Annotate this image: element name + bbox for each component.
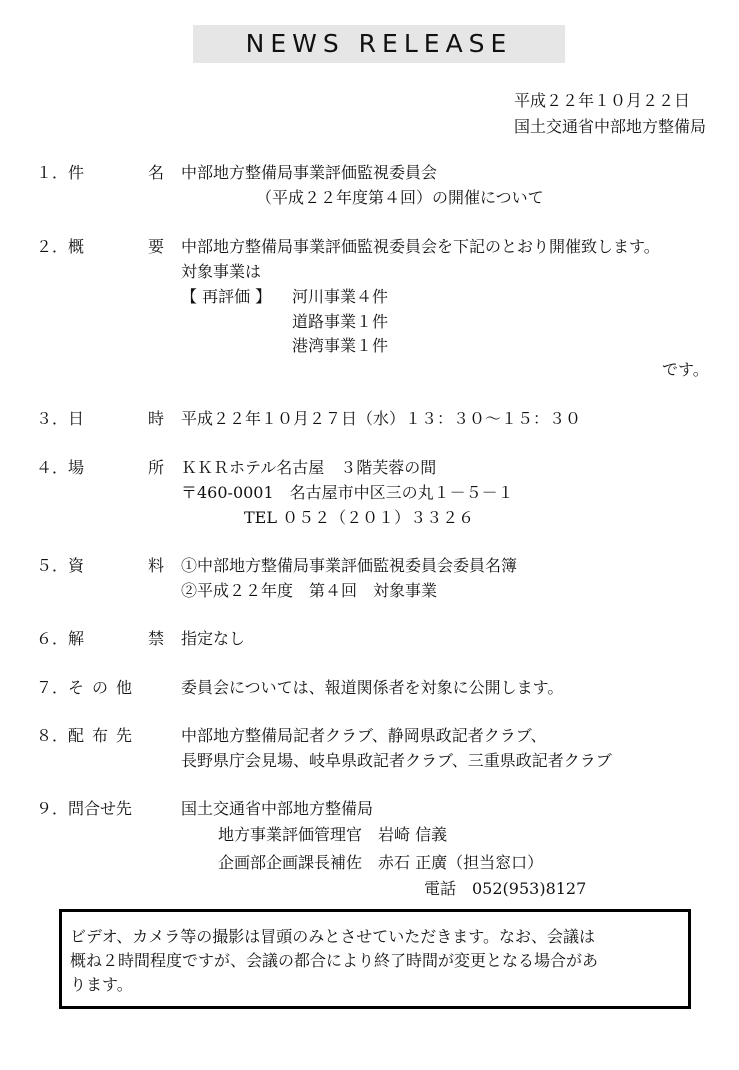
item-text: （平成２２年度第４回）の開催について bbox=[256, 188, 544, 207]
item-text: 指定なし bbox=[181, 629, 246, 648]
item-text: 委員会については、報道関係者を対象に公開します。 bbox=[181, 678, 564, 697]
item-label: 概 要 bbox=[68, 237, 189, 256]
notice-text: ります。 bbox=[70, 975, 133, 994]
item-text: 中部地方整備局記者クラブ、静岡県政記者クラブ、 bbox=[181, 726, 547, 745]
project-river: 河川事業４件 bbox=[292, 287, 389, 306]
item-label: 日 時 bbox=[68, 409, 189, 428]
item-number: ３． bbox=[36, 409, 69, 428]
contact-organization: 国土交通省中部地方整備局 bbox=[181, 799, 374, 818]
news-release-title: NEWS RELEASE bbox=[193, 25, 565, 63]
item-text-ending: です。 bbox=[662, 360, 709, 379]
item-label: 場 所 bbox=[68, 458, 189, 477]
item-label: 資 料 bbox=[68, 556, 189, 575]
item-text: ①中部地方整備局事業評価監視委員会委員名簿 bbox=[181, 556, 518, 575]
item-number: ８． bbox=[36, 726, 69, 745]
item-text: ②平成２２年度 第４回 対象事業 bbox=[181, 581, 438, 600]
item-number: １． bbox=[36, 163, 69, 182]
reevaluation-bracket: 【 再評価 】 bbox=[181, 287, 272, 306]
project-road: 道路事業１件 bbox=[292, 312, 389, 331]
item-text: ＫＫＲホテル名古屋 ３階芙蓉の間 bbox=[181, 458, 437, 477]
contact-phone: 電話 052(953)8127 bbox=[424, 879, 587, 898]
item-number: ５． bbox=[36, 556, 69, 575]
notice-box bbox=[59, 909, 691, 1009]
item-text: 中部地方整備局事業評価監視委員会を下記のとおり開催致します。 bbox=[181, 237, 660, 256]
item-number: ２． bbox=[36, 237, 69, 256]
item-text: 対象事業は bbox=[181, 262, 262, 281]
item-label: その他 bbox=[68, 678, 141, 697]
item-number: ４． bbox=[36, 458, 69, 477]
item-label: 問合せ先 bbox=[68, 799, 133, 818]
item-text: 平成２２年１０月２７日（水）１３：３０～１５：３０ bbox=[181, 409, 582, 428]
issuer: 国土交通省中部地方整備局 bbox=[514, 117, 707, 136]
notice-text: 概ね２時間程度ですが、会議の都合により終了時間が変更となる場合があ bbox=[70, 951, 599, 970]
item-text: TEL ０５２（２０１）３３２６ bbox=[244, 508, 475, 527]
contact-person: 地方事業評価管理官 岩崎 信義 bbox=[218, 825, 448, 844]
item-text: 中部地方整備局事業評価監視委員会 bbox=[181, 163, 438, 182]
item-number: ９． bbox=[36, 799, 69, 818]
item-label: 配布先 bbox=[68, 726, 141, 745]
item-label: 解 禁 bbox=[68, 629, 189, 648]
release-date: 平成２２年１０月２２日 bbox=[514, 91, 691, 110]
item-label: 件 名 bbox=[68, 163, 189, 182]
item-text: 長野県庁会見場、岐阜県政記者クラブ、三重県政記者クラブ bbox=[181, 751, 612, 770]
contact-person: 企画部企画課長補佐 赤石 正廣（担当窓口） bbox=[218, 853, 544, 872]
item-text: 〒460-0001 名古屋市中区三の丸１－５－１ bbox=[181, 483, 514, 502]
project-port: 港湾事業１件 bbox=[292, 336, 389, 355]
item-number: ７． bbox=[36, 678, 69, 697]
item-number: ６． bbox=[36, 629, 69, 648]
notice-text: ビデオ、カメラ等の撮影は冒頭のみとさせていただきます。なお、会議は bbox=[70, 927, 595, 946]
